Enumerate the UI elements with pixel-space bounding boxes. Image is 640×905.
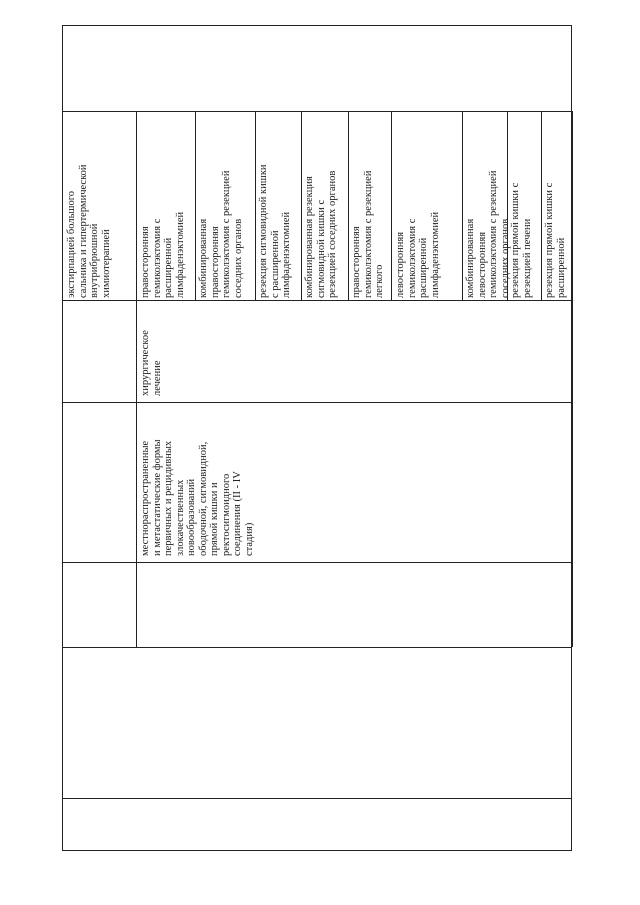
method-entry: правосторонняя гемиколэктомия с резекцией легкого xyxy=(351,170,385,298)
row-divider xyxy=(62,798,572,799)
method-divider xyxy=(195,111,196,300)
method-entry: комбинированная левосторонняя гемиколэктомия с резекцией соседних органов xyxy=(465,170,511,298)
continuation-cell-text: экстирпацией большого сальника и гипертермической внутрибрюшной химиотерапией xyxy=(66,164,112,298)
row-divider xyxy=(62,562,572,563)
method-entry: комбинированная резекция сигмовидной кишки с резекцией соседних органов xyxy=(304,170,338,298)
method-entry: резекция прямой кишки с резекцией печени xyxy=(510,182,533,298)
method-divider xyxy=(391,111,392,300)
method-divider xyxy=(348,111,349,300)
inner-column-divider xyxy=(136,111,137,647)
row-divider xyxy=(62,300,572,301)
row-divider xyxy=(62,647,572,648)
method-entry: комбинированная правосторонняя гемиколэктомия с резекцией соседних органов xyxy=(198,170,244,298)
method-divider xyxy=(462,111,463,300)
treatment-type-cell-text: хирургическое лечение xyxy=(140,330,163,396)
right-column-divider xyxy=(572,111,573,647)
method-entry: левосторонняя гемиколэктомия с расширенной лимфаденэктомией xyxy=(395,211,441,298)
row-divider xyxy=(62,402,572,403)
row-divider xyxy=(62,111,572,112)
method-divider xyxy=(255,111,256,300)
method-entry: резекция сигмовидной кишки с расширенной лимфаденэктомией xyxy=(258,164,292,298)
method-entry: правосторонняя гемиколэктомия с расширенной лимфаденэктомией xyxy=(140,211,186,298)
diagnosis-cell-text: местнораспространенные и метастатические формы первичных и рецидивных злокачественных новообразований ободочной, сигмовидной, прямой кишки и ректосигмоидного соединения (II - IV стадия) xyxy=(140,439,255,556)
method-divider xyxy=(301,111,302,300)
method-divider xyxy=(541,111,542,300)
method-entry: резекция прямой кишки с расширенной xyxy=(544,182,567,298)
